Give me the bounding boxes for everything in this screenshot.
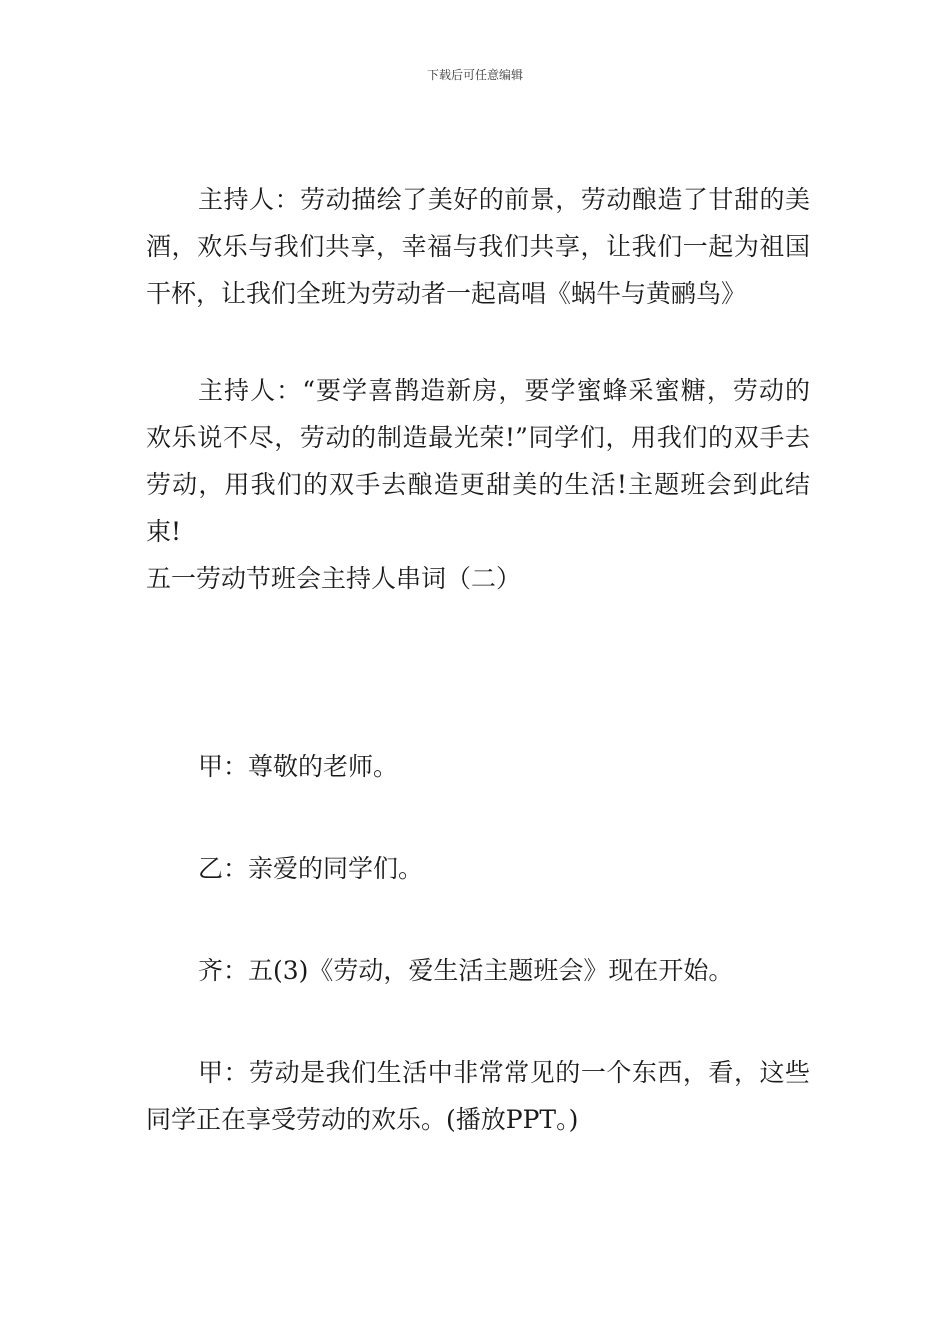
spacer: [146, 994, 810, 1049]
paragraph-host-1: 主持人：劳动描绘了美好的前景，劳动酿造了甘甜的美酒，欢乐与我们共享，幸福与我们共享，让我们一起为祖国干杯，让我们全班为劳动者一起高唱《蜗牛与黄鹂鸟》: [146, 185, 810, 308]
section-heading: 五一劳动节班会主持人串词（二）: [146, 564, 522, 593]
paragraph-host-2: 主持人：“要学喜鹊造新房，要学蜜蜂采蜜糖，劳动的欢乐说不尽，劳动的制造最光荣!”同学们，用我们的双手去劳动，用我们的双手去酿造更甜美的生活!主题班会到此结束!: [146, 376, 810, 546]
page-header-note: 下载后可任意编辑: [426, 68, 523, 82]
spacer: [146, 790, 810, 845]
paragraph-qi-1: 齐：五(3)《劳动，爱生活主题班会》现在开始。: [198, 956, 734, 985]
paragraph-jia-2: 甲：劳动是我们生活中非常常见的一个东西，看，这些同学正在享受劳动的欢乐。(播放PPT。): [146, 1058, 810, 1134]
spacer: [146, 602, 810, 743]
paragraph-yi-1: 乙：亲爱的同学们。: [198, 854, 424, 883]
spacer: [146, 317, 810, 367]
paragraph-jia-1: 甲：尊敬的老师。: [198, 752, 399, 781]
spacer: [146, 892, 810, 947]
document-body: [146, 176, 810, 1143]
